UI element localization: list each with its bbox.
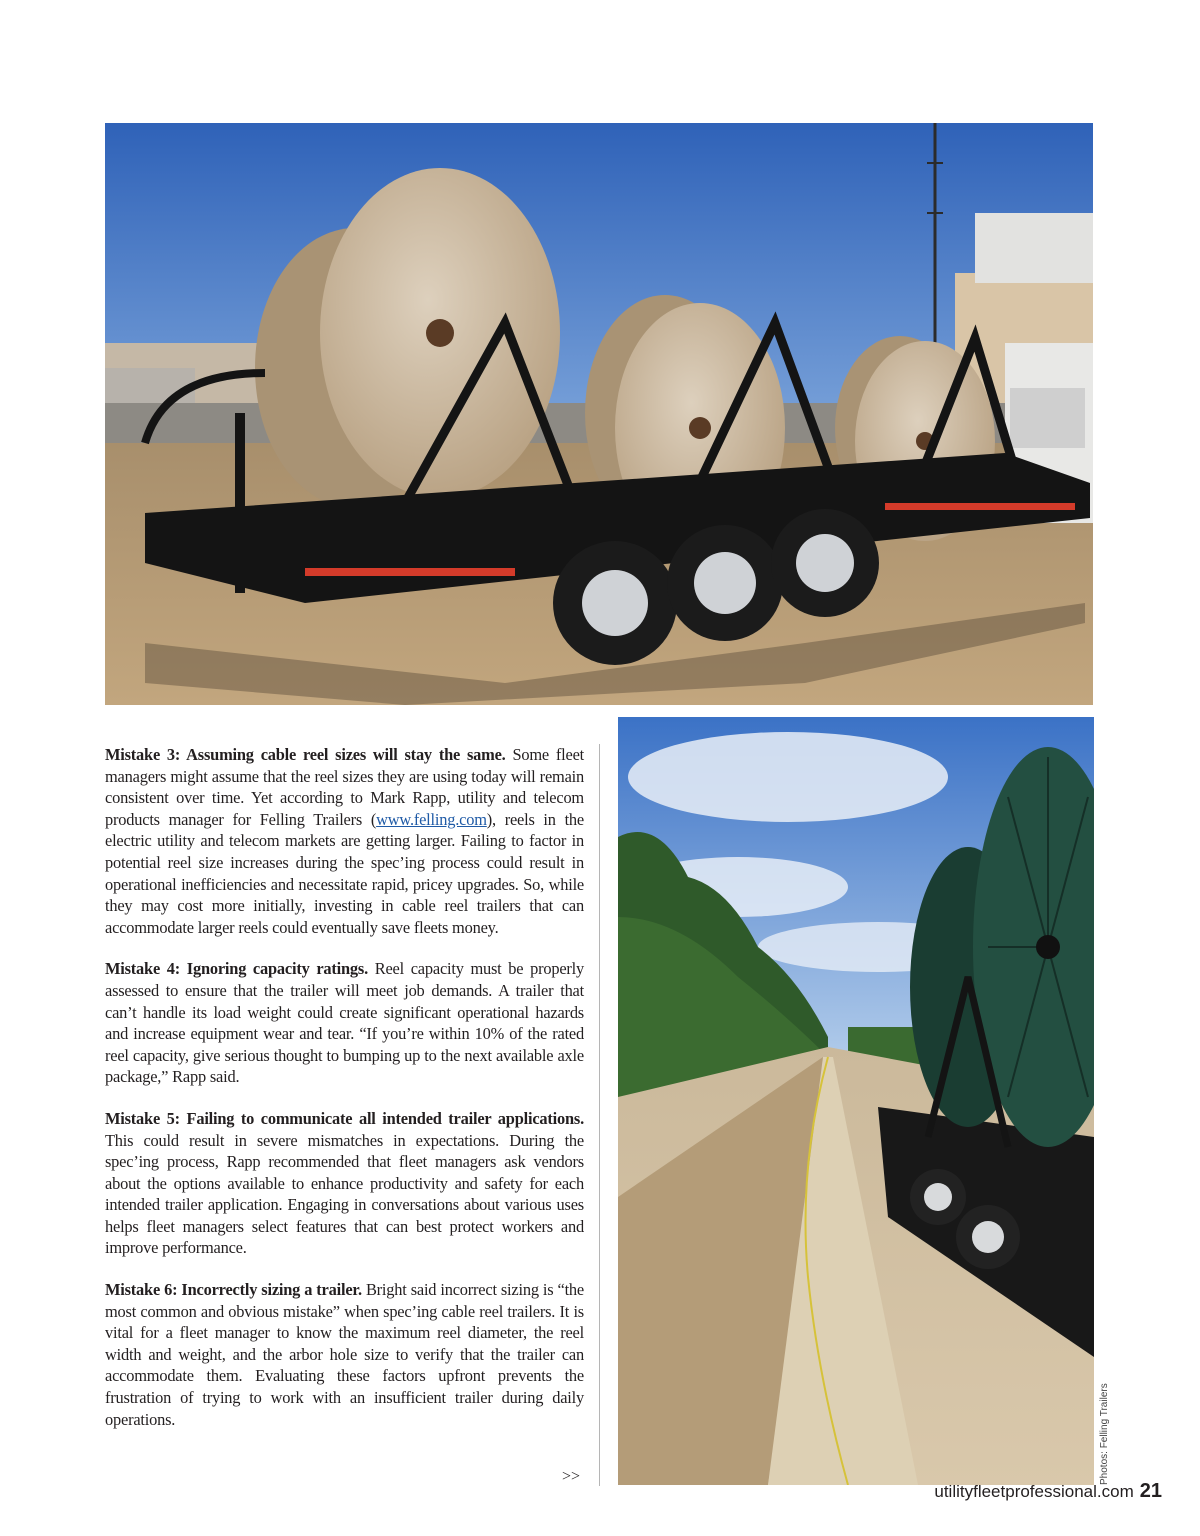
heading-mistake-5: Mistake 5: Failing to communicate all intended trailer applications. xyxy=(105,1108,584,1128)
paragraph-mistake-3 xyxy=(105,744,584,938)
page-number: 21 xyxy=(1139,1480,1162,1502)
paragraph-mistake-4 xyxy=(105,958,584,1088)
cable-reel-trailer-photo xyxy=(105,123,1093,705)
page-footer xyxy=(934,1480,1162,1503)
heading-mistake-6: Mistake 6: Incorrectly sizing a trailer. xyxy=(105,1280,362,1300)
article-body xyxy=(105,744,584,1450)
body-text: Reel capacity must be properly assessed to ensure that the trailer will meet job demands. A trailer that can’t handle its load weight could create significant operational hazards and increase equipment wear and tear. “If you’re within 10% of the rated reel capacity, give serious thought to bumping up to the next available axle package,” Rapp said. xyxy=(105,959,585,1087)
trench-reel-photo xyxy=(618,717,1094,1485)
body-text: Bright said incorrect sizing is “the most common and obvious mistake” when spec’ing cable reel trailers. It is vital for a fleet manager to know the maximum reel diameter, the reel width and weight, and the arbor hole size to verify that the trailer can accommodate them. Evaluating these factors upfront prevents the frustration of trying to work with an insufficient trailer during daily operations. xyxy=(105,1280,584,1429)
body-text: Some fleet managers might assume that the reel sizes they are using today will remain consistent over time. Yet according to Mark Rapp, utility and telecom products manager for Felling Trailers ( xyxy=(105,745,584,829)
photo-credit: Photos: Felling Trailers xyxy=(1099,1383,1110,1485)
paragraph-mistake-5 xyxy=(105,1108,584,1259)
body-text: ), reels in the electric utility and telecom markets are getting larger. Failing to factor in potential reel size increases during the spec’ing process could result in operational inefficiencies and necessitate rapid, pricey upgrades. So, while they may cost more initially, investing in cable reel trailers that can accommodate larger reels could eventually save fleets money. xyxy=(105,809,584,937)
felling-website-link[interactable]: www.felling.com xyxy=(376,809,487,829)
column-divider xyxy=(599,744,600,1486)
continued-marker: >> xyxy=(562,1468,581,1485)
footer-website: utilityfleetprofessional.com xyxy=(934,1482,1134,1501)
heading-mistake-3: Mistake 3: Assuming cable reel sizes will stay the same. xyxy=(105,745,506,764)
heading-mistake-4: Mistake 4: Ignoring capacity ratings. xyxy=(105,959,369,979)
paragraph-mistake-6 xyxy=(105,1279,584,1430)
body-text: This could result in severe mismatches in expectations. During the spec’ing process, Rapp recommended that fleet managers ask vendors about the options available to enhance productivity and safety for each intended trailer application. Engaging in conversations about various uses helps fleet managers select features that can best protect workers and improve performance. xyxy=(105,1130,584,1258)
